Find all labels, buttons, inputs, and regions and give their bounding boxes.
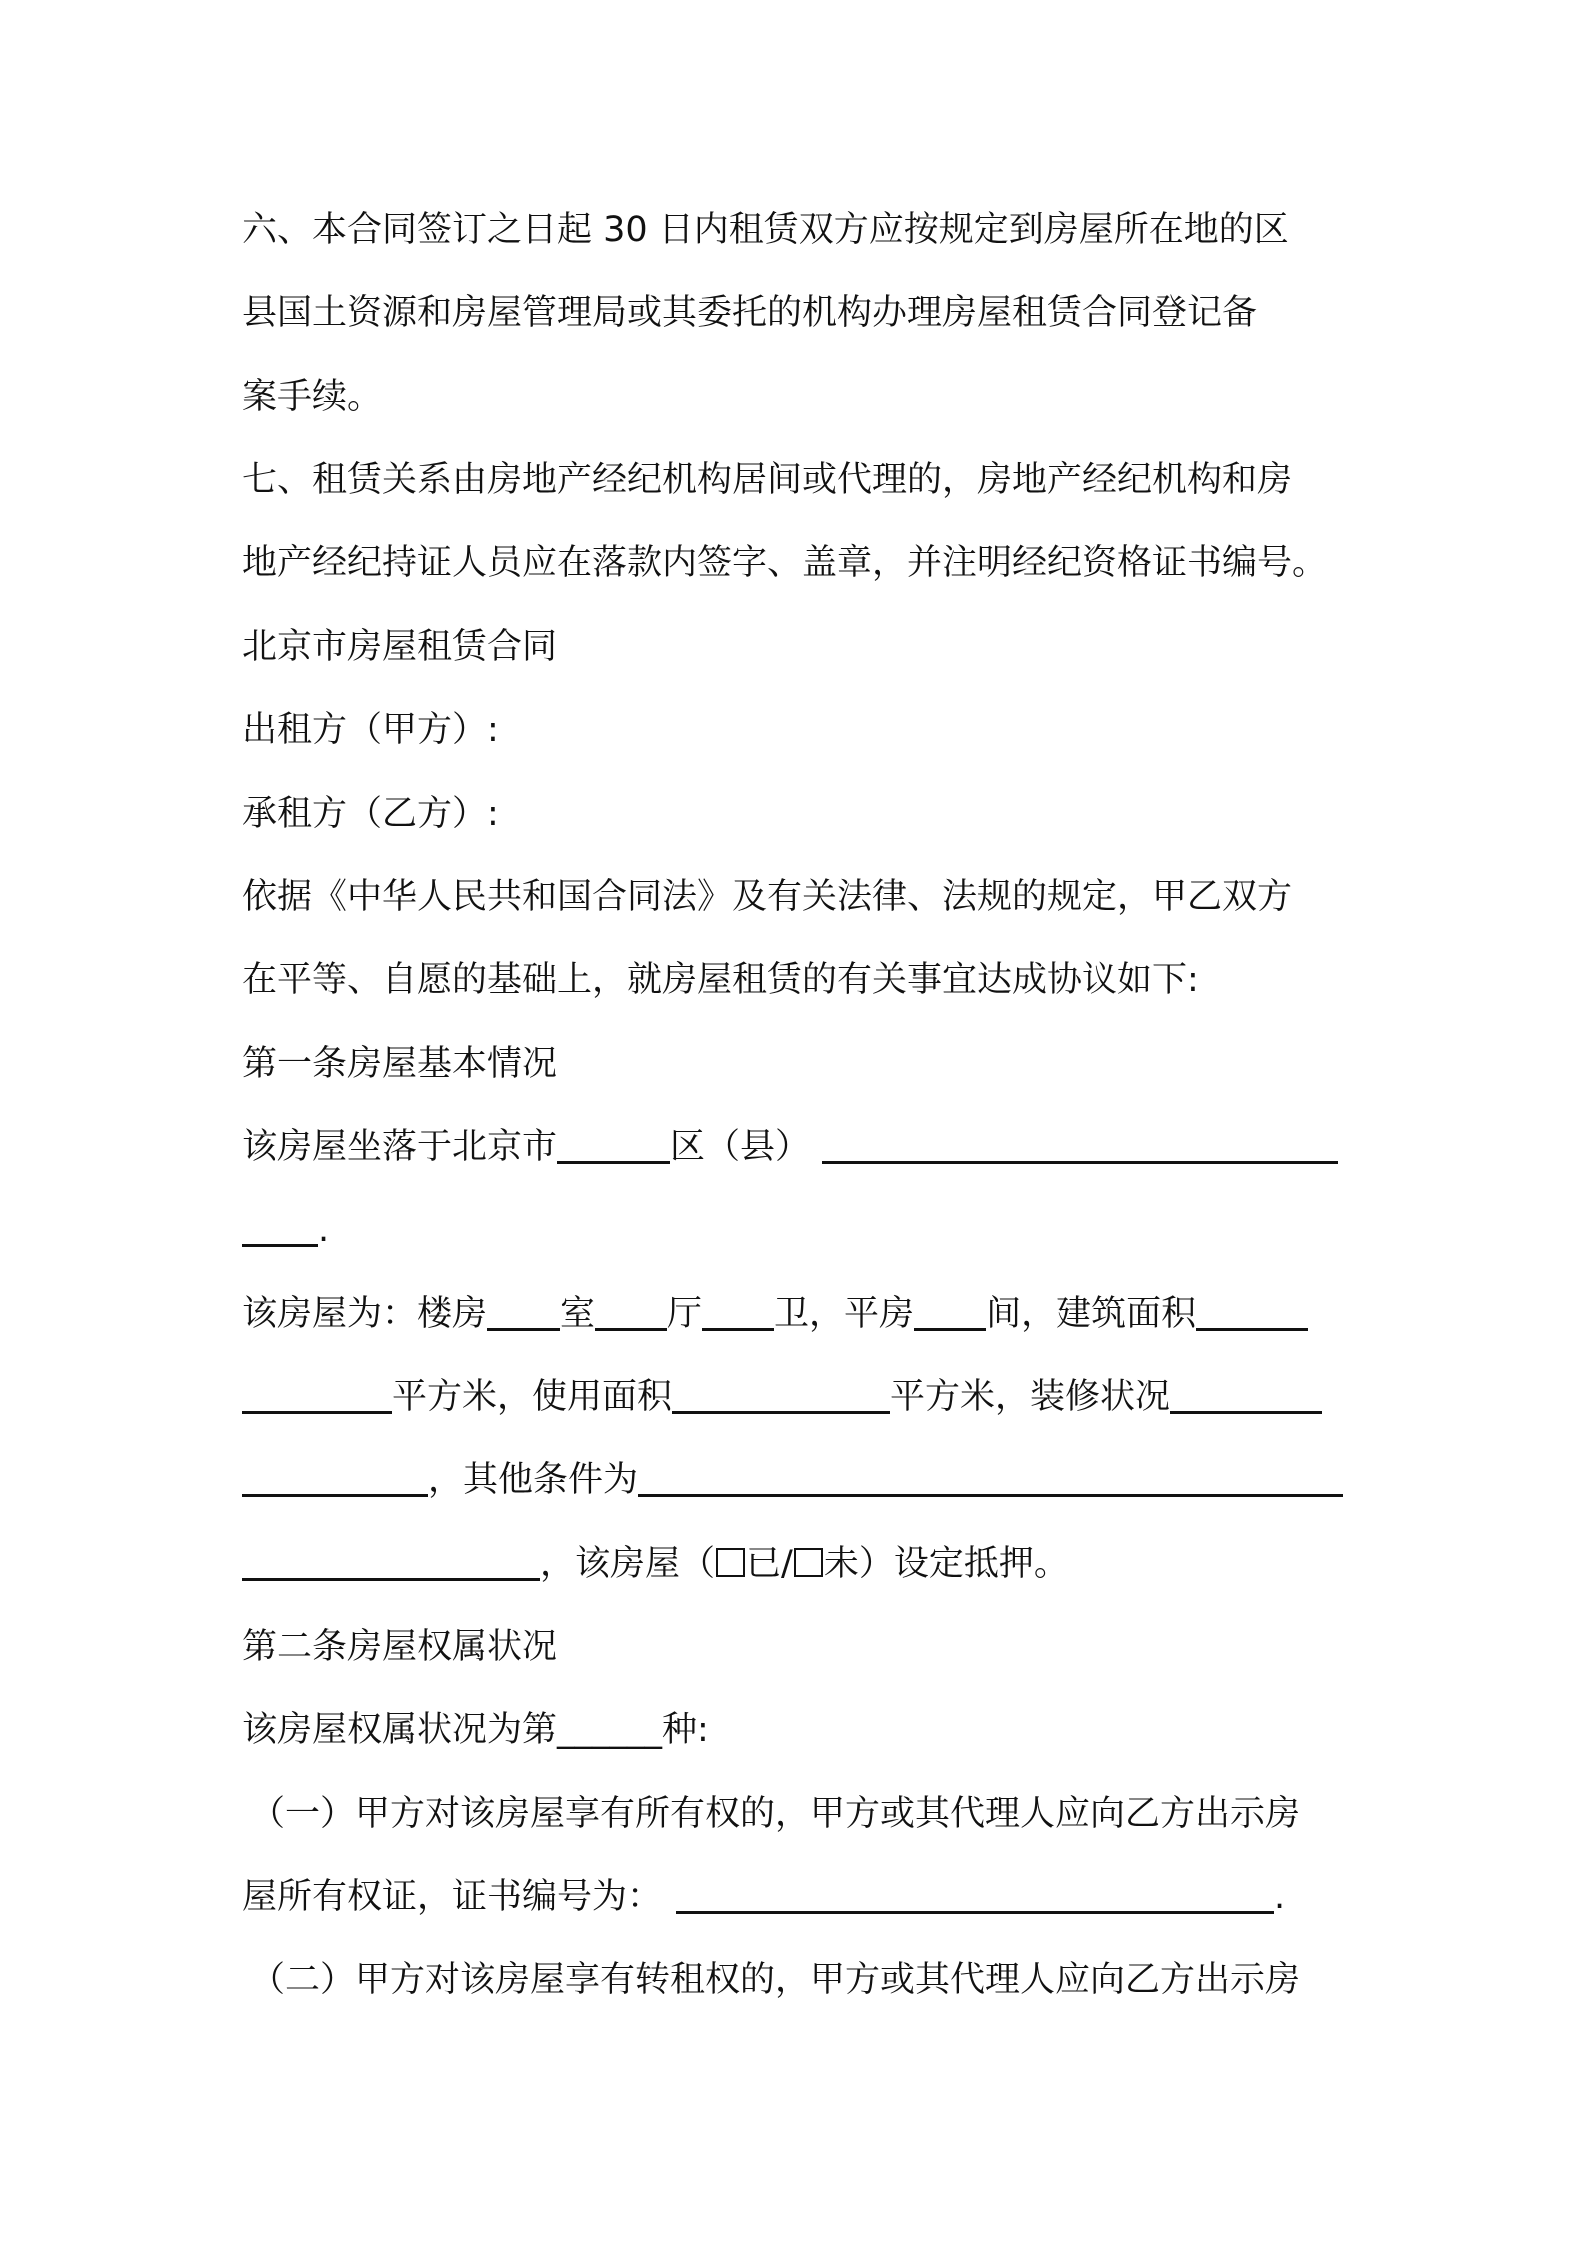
item-2-line-1: （二）甲方对该房屋享有转租权的，甲方或其代理人应向乙方出示房 xyxy=(250,1960,1301,2000)
mortgage-line xyxy=(242,1522,1069,1606)
certificate-label: 屋所有权证，证书编号为： xyxy=(242,1877,663,1917)
location-line xyxy=(242,1105,1338,1189)
mortgaged-checkbox[interactable] xyxy=(716,1548,745,1577)
usable-area-blank[interactable] xyxy=(672,1365,890,1414)
location-line-2 xyxy=(242,1188,329,1272)
certificate-period: . xyxy=(1274,1877,1286,1917)
not-mortgaged-label: 未）设定抵押。 xyxy=(823,1544,1069,1584)
article-1-heading: 第一条房屋基本情况 xyxy=(242,1044,558,1084)
preamble-line-1: 依据《中华人民共和国合同法》及有关法律、法规的规定，甲乙双方 xyxy=(242,877,1293,917)
lessee-label: 承租方（乙方）: xyxy=(242,794,499,834)
decoration-blank[interactable] xyxy=(1170,1365,1322,1414)
paragraph-7-line-2: 地产经纪持证人员应在落款内签字、盖章，并注明经纪资格证书编号。 xyxy=(242,543,1328,583)
address-blank-continued[interactable] xyxy=(242,1198,318,1247)
area-unit-1: 平方米，使用面积 xyxy=(392,1377,673,1417)
house-prefix: 该房屋为：楼房 xyxy=(242,1294,488,1334)
area-unit-2: 平方米，装修状况 xyxy=(890,1377,1171,1417)
other-conditions-blank[interactable] xyxy=(638,1448,1343,1497)
address-blank[interactable] xyxy=(822,1115,1338,1164)
mortgage-prefix: ，该房屋（ xyxy=(540,1544,716,1584)
bungalow-count-blank[interactable] xyxy=(914,1282,986,1331)
district-blank[interactable] xyxy=(557,1115,670,1164)
hall-count-blank[interactable] xyxy=(595,1282,667,1331)
hall-label: 厅 xyxy=(667,1294,703,1334)
bungalow-label: 间，建筑面积 xyxy=(986,1294,1197,1334)
bath-label: 卫，平房 xyxy=(774,1294,915,1334)
paragraph-6-line-3: 案手续。 xyxy=(242,377,383,417)
location-prefix: 该房屋坐落于北京市 xyxy=(242,1127,558,1167)
house-layout-line xyxy=(242,1272,1308,1356)
mortgaged-label: 已/ xyxy=(746,1544,793,1584)
room-count-blank[interactable] xyxy=(487,1282,560,1331)
preamble-line-2: 在平等、自愿的基础上，就房屋租赁的有关事宜达成协议如下: xyxy=(242,960,1199,1000)
not-mortgaged-checkbox[interactable] xyxy=(794,1548,823,1577)
contract-title: 北京市房屋租赁合同 xyxy=(242,627,558,667)
paragraph-6-line-1: 六、本合同签订之日起 30 日内租赁双方应按规定到房屋所在地的区 xyxy=(242,210,1289,250)
district-label: 区（县） xyxy=(670,1127,811,1167)
item-1-line-2 xyxy=(242,1855,1285,1939)
lessor-label: 出租方（甲方）: xyxy=(242,710,499,750)
location-period: . xyxy=(318,1210,330,1250)
ownership-status-line: 该房屋权属状况为第______种: xyxy=(242,1710,709,1750)
bath-count-blank[interactable] xyxy=(702,1282,774,1331)
item-1-line-1: （一）甲方对该房屋享有所有权的，甲方或其代理人应向乙方出示房 xyxy=(250,1794,1301,1834)
other-conditions-blank-continued[interactable] xyxy=(242,1532,540,1581)
area-line xyxy=(242,1355,1322,1439)
certificate-number-blank[interactable] xyxy=(676,1865,1274,1914)
paragraph-7-line-1: 七、租赁关系由房地产经纪机构居间或代理的，房地产经纪机构和房 xyxy=(242,460,1293,500)
room-label: 室 xyxy=(560,1294,596,1334)
decoration-blank-continued[interactable] xyxy=(242,1448,428,1497)
article-2-heading: 第二条房屋权属状况 xyxy=(242,1627,558,1667)
other-conditions-label: ，其他条件为 xyxy=(428,1460,639,1500)
building-area-blank[interactable] xyxy=(1196,1282,1308,1331)
building-area-blank-continued[interactable] xyxy=(242,1365,392,1414)
paragraph-6-line-2: 县国土资源和房屋管理局或其委托的机构办理房屋租赁合同登记备 xyxy=(242,293,1258,333)
other-conditions-line xyxy=(242,1438,1343,1522)
